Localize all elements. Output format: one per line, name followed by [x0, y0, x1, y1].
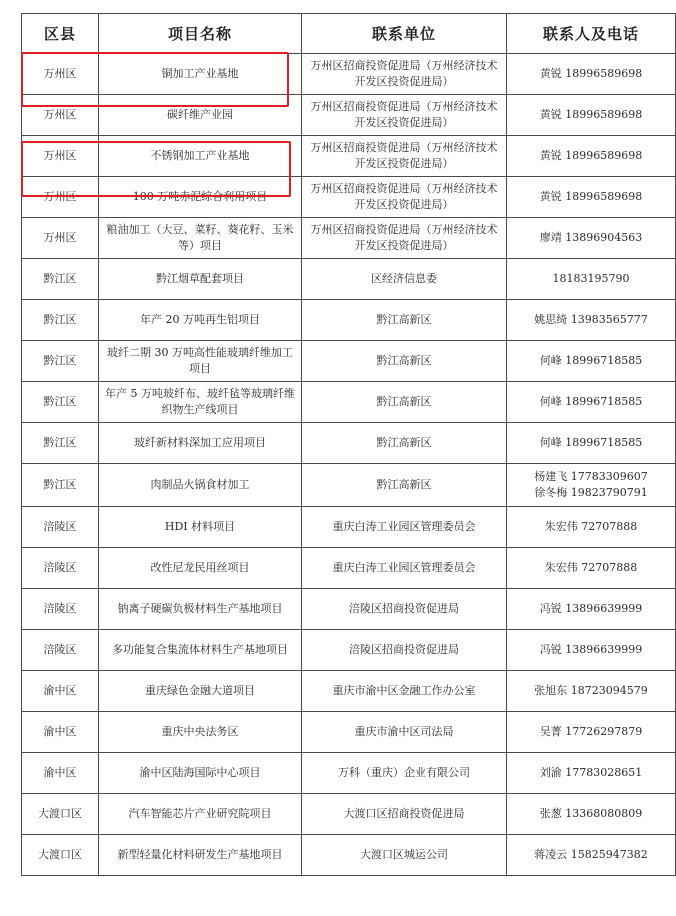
- cell-contact-unit: 万州区招商投资促进局（万州经济技术开发区投资促进局）: [302, 177, 507, 218]
- table-row: [22, 835, 676, 876]
- header-district: 区县: [22, 14, 99, 54]
- cell-project-name: 肉制品火锅食材加工: [99, 464, 302, 507]
- table-row: [22, 54, 676, 95]
- contact-line: 吴菁 17726297879: [539, 725, 643, 738]
- cell-contact-person-phone: [507, 300, 676, 341]
- cell-contact-person-phone: [507, 136, 676, 177]
- table-row: [22, 589, 676, 630]
- contact-line: 黄锐 18996589698: [539, 149, 643, 162]
- contact-line: 黄锐 18996589698: [539, 190, 643, 203]
- cell-project-name: 重庆绿色金融大道项目: [99, 671, 302, 712]
- cell-project-name: HDI 材料项目: [99, 507, 302, 548]
- header-contact-person-phone: 联系人及电话: [507, 14, 676, 54]
- table-row: [22, 259, 676, 300]
- cell-contact-unit: 万科（重庆）企业有限公司: [302, 753, 507, 794]
- cell-district: 渝中区: [22, 753, 99, 794]
- table-row: [22, 300, 676, 341]
- cell-contact-unit: 黔江高新区: [302, 464, 507, 507]
- cell-contact-person-phone: [507, 835, 676, 876]
- table-header-row: [22, 14, 676, 54]
- cell-district: 涪陵区: [22, 507, 99, 548]
- cell-contact-person-phone: [507, 177, 676, 218]
- cell-contact-person-phone: [507, 589, 676, 630]
- table-row: [22, 218, 676, 259]
- table-row: [22, 423, 676, 464]
- cell-district: 渝中区: [22, 671, 99, 712]
- cell-contact-person-phone: [507, 671, 676, 712]
- cell-project-name: 玻纤新材料深加工应用项目: [99, 423, 302, 464]
- table-row: [22, 671, 676, 712]
- cell-project-name: 铜加工产业基地: [99, 54, 302, 95]
- cell-project-name: 玻纤二期 30 万吨高性能玻璃纤维加工项目: [99, 341, 302, 382]
- contact-line: 朱宏伟 72707888: [544, 520, 638, 533]
- cell-project-name: 新型轻量化材料研发生产基地项目: [99, 835, 302, 876]
- table-row: [22, 382, 676, 423]
- table-body: [22, 54, 676, 876]
- table-row: [22, 794, 676, 835]
- cell-contact-person-phone: [507, 341, 676, 382]
- cell-contact-unit: 重庆市渝中区金融工作办公室: [302, 671, 507, 712]
- cell-project-name: 渝中区陆海国际中心项目: [99, 753, 302, 794]
- cell-district: 涪陵区: [22, 589, 99, 630]
- cell-district: 万州区: [22, 218, 99, 259]
- cell-contact-unit: 大渡口区招商投资促进局: [302, 794, 507, 835]
- cell-contact-unit: 万州区招商投资促进局（万州经济技术开发区投资促进局）: [302, 136, 507, 177]
- table-row: [22, 507, 676, 548]
- cell-contact-person-phone: [507, 423, 676, 464]
- contact-line: 18183195790: [552, 272, 630, 285]
- cell-contact-person-phone: [507, 382, 676, 423]
- table-row: [22, 548, 676, 589]
- cell-contact-unit: 黔江高新区: [302, 300, 507, 341]
- contact-line: 何峰 18996718585: [539, 395, 643, 408]
- cell-project-name: 粮油加工（大豆、菜籽、葵花籽、玉米等）项目: [99, 218, 302, 259]
- table-row: [22, 464, 676, 507]
- table-row: [22, 712, 676, 753]
- cell-contact-unit: 万州区招商投资促进局（万州经济技术开发区投资促进局）: [302, 95, 507, 136]
- cell-contact-unit: 区经济信息委: [302, 259, 507, 300]
- contact-line: 徐冬梅 19823790791: [534, 486, 648, 499]
- cell-project-name: 重庆中央法务区: [99, 712, 302, 753]
- cell-contact-person-phone: [507, 794, 676, 835]
- cell-contact-unit: 重庆白涛工业园区管理委员会: [302, 548, 507, 589]
- cell-district: 涪陵区: [22, 548, 99, 589]
- cell-contact-person-phone: [507, 259, 676, 300]
- cell-project-name: 多功能复合集流体材料生产基地项目: [99, 630, 302, 671]
- cell-project-name: 钠离子硬碳负极材料生产基地项目: [99, 589, 302, 630]
- cell-project-name: 不锈钢加工产业基地: [99, 136, 302, 177]
- cell-district: 黔江区: [22, 300, 99, 341]
- cell-contact-person-phone: [507, 464, 676, 507]
- table-row: [22, 177, 676, 218]
- cell-contact-unit: 黔江高新区: [302, 382, 507, 423]
- cell-contact-person-phone: [507, 630, 676, 671]
- header-contact-unit: 联系单位: [302, 14, 507, 54]
- cell-district: 万州区: [22, 136, 99, 177]
- cell-contact-person-phone: [507, 507, 676, 548]
- contact-line: 冯锐 13896639999: [539, 643, 643, 656]
- cell-project-name: 碳纤维产业园: [99, 95, 302, 136]
- cell-contact-person-phone: [507, 95, 676, 136]
- cell-district: 黔江区: [22, 382, 99, 423]
- table-row: [22, 136, 676, 177]
- table-row: [22, 630, 676, 671]
- cell-project-name: 年产 20 万吨再生铝项目: [99, 300, 302, 341]
- contact-line: 张旭东 18723094579: [534, 684, 648, 697]
- cell-district: 渝中区: [22, 712, 99, 753]
- cell-district: 万州区: [22, 54, 99, 95]
- cell-district: 涪陵区: [22, 630, 99, 671]
- cell-district: 万州区: [22, 95, 99, 136]
- contact-line: 姚思绮 13983565777: [534, 313, 648, 326]
- cell-project-name: 年产 5 万吨玻纤布、玻纤毡等玻璃纤维织物生产线项目: [99, 382, 302, 423]
- cell-contact-unit: 万州区招商投资促进局（万州经济技术开发区投资促进局）: [302, 54, 507, 95]
- cell-district: 大渡口区: [22, 794, 99, 835]
- cell-contact-unit: 重庆市渝中区司法局: [302, 712, 507, 753]
- contact-line: 张葱 13368080809: [539, 807, 643, 820]
- cell-contact-unit: 涪陵区招商投资促进局: [302, 589, 507, 630]
- contact-line: 廖靖 13896904563: [539, 231, 643, 244]
- cell-district: 黔江区: [22, 464, 99, 507]
- cell-district: 大渡口区: [22, 835, 99, 876]
- cell-project-name: 改性尼龙民用丝项目: [99, 548, 302, 589]
- contact-line: 何峰 18996718585: [539, 436, 643, 449]
- contact-line: 黄锐 18996589698: [539, 67, 643, 80]
- cell-contact-person-phone: [507, 54, 676, 95]
- cell-contact-unit: 涪陵区招商投资促进局: [302, 630, 507, 671]
- cell-project-name: 100 万吨赤泥综合利用项目: [99, 177, 302, 218]
- cell-project-name: 黔江烟草配套项目: [99, 259, 302, 300]
- cell-contact-person-phone: [507, 712, 676, 753]
- table-row: [22, 753, 676, 794]
- cell-district: 黔江区: [22, 423, 99, 464]
- cell-contact-person-phone: [507, 753, 676, 794]
- contact-line: 冯锐 13896639999: [539, 602, 643, 615]
- cell-contact-person-phone: [507, 548, 676, 589]
- contact-line: 朱宏伟 72707888: [544, 561, 638, 574]
- cell-contact-unit: 万州区招商投资促进局（万州经济技术开发区投资促进局）: [302, 218, 507, 259]
- table-row: [22, 341, 676, 382]
- cell-contact-unit: 黔江高新区: [302, 341, 507, 382]
- cell-contact-unit: 黔江高新区: [302, 423, 507, 464]
- contact-line: 何峰 18996718585: [539, 354, 643, 367]
- cell-contact-person-phone: [507, 218, 676, 259]
- contact-line: 刘渝 17783028651: [539, 766, 643, 779]
- cell-district: 万州区: [22, 177, 99, 218]
- contact-line: 蒋凌云 15825947382: [534, 848, 648, 861]
- cell-contact-unit: 大渡口区城运公司: [302, 835, 507, 876]
- contact-line: 杨建飞 17783309607: [534, 470, 648, 483]
- cell-contact-unit: 重庆白涛工业园区管理委员会: [302, 507, 507, 548]
- cell-project-name: 汽车智能芯片产业研究院项目: [99, 794, 302, 835]
- header-project-name: 项目名称: [99, 14, 302, 54]
- cell-district: 黔江区: [22, 259, 99, 300]
- contact-line: 黄锐 18996589698: [539, 108, 643, 121]
- project-contact-table: [21, 13, 676, 876]
- table-row: [22, 95, 676, 136]
- cell-district: 黔江区: [22, 341, 99, 382]
